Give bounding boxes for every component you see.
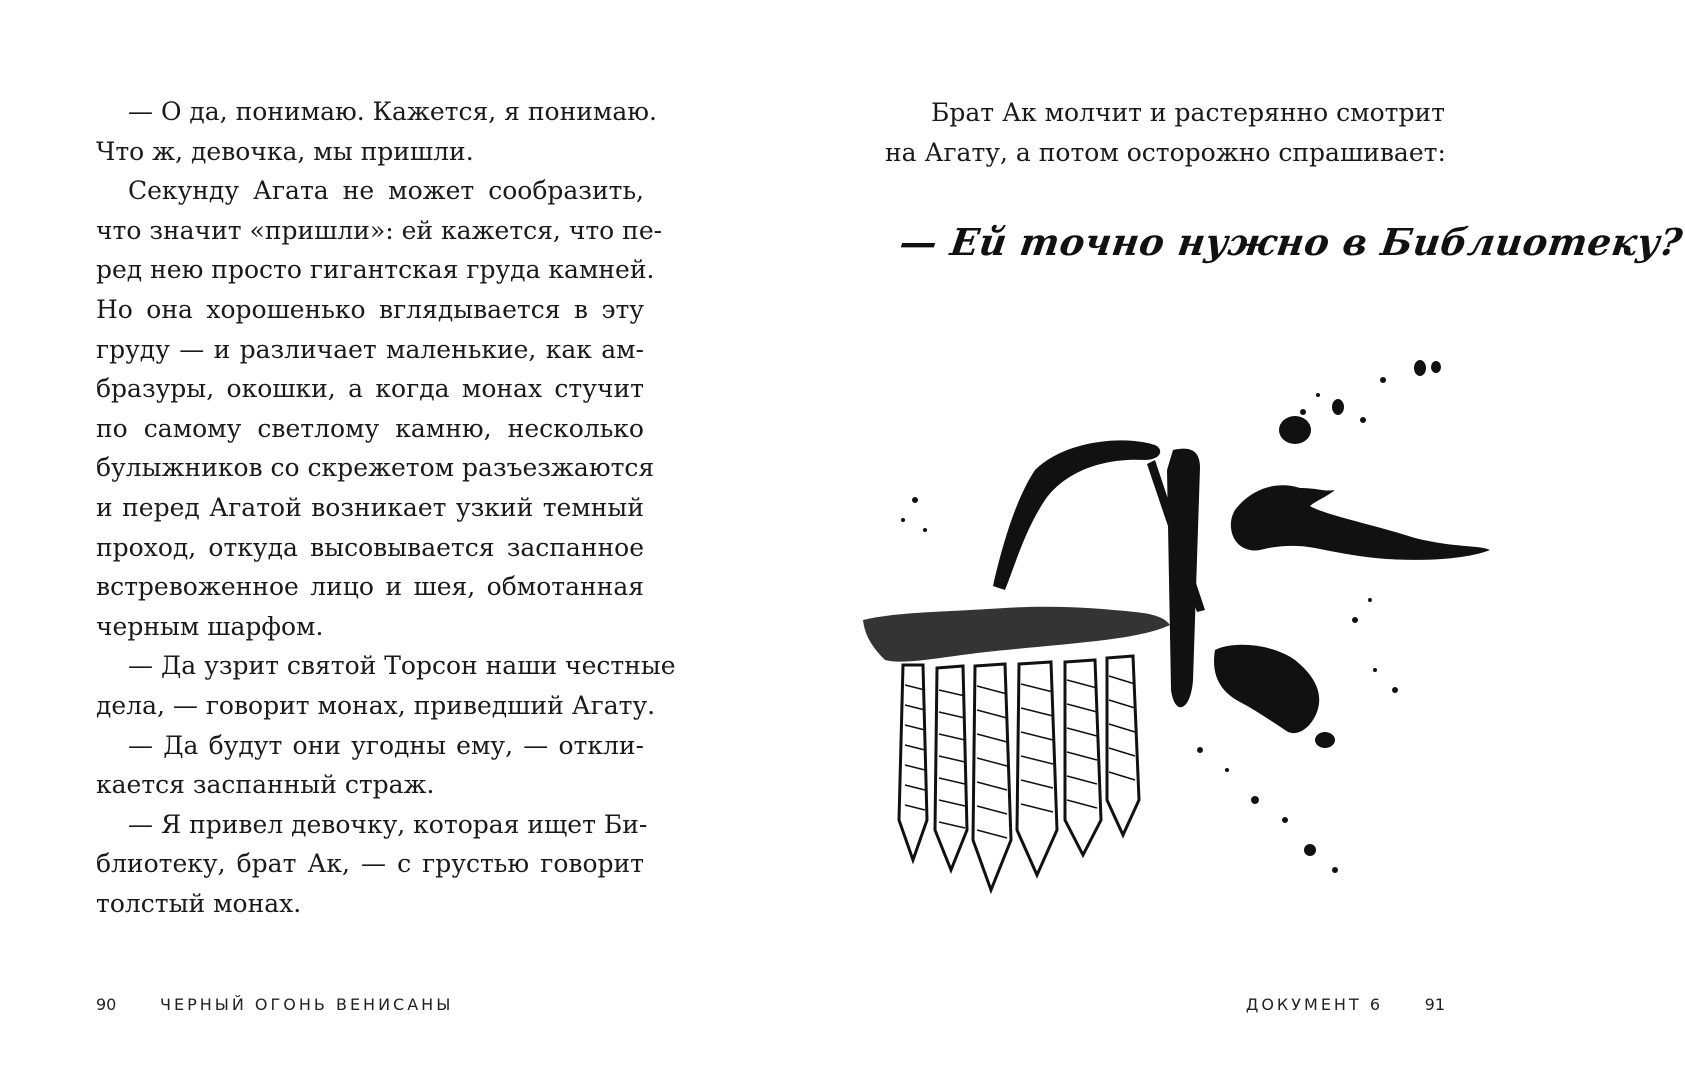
ink-drop (1316, 393, 1320, 397)
left-page (0, 0, 765, 1080)
tower-hatching (939, 690, 965, 828)
text-line: бразуры, окошки, а когда монах стучит (96, 374, 644, 404)
text-line: ред нею просто гигантская груда камней. (96, 255, 655, 285)
text-line: проход, откуда высовывается заспанное (96, 532, 644, 562)
tower (973, 664, 1011, 890)
handwritten-question: — Ей точно нужно в Библиотеку? (896, 220, 1685, 264)
tower (1065, 660, 1101, 855)
text-line: дела, — говорит монах, приведший Агату. (96, 690, 656, 720)
text-line: — Я привел девочку, которая ищет Би- (128, 809, 648, 839)
tower (935, 666, 967, 870)
tower-hatching (1109, 676, 1135, 780)
right-body-text (885, 93, 1445, 173)
ink-drop (901, 518, 905, 522)
ink-drop (1300, 409, 1306, 415)
ink-drop (1352, 617, 1358, 623)
text-line: встревоженное лицо и шея, обмотанная (96, 572, 644, 602)
text-line: булыжников со скрежетом разъезжаются (96, 453, 655, 483)
ink-drop (1332, 399, 1344, 415)
text-line: кается заспанный страж. (96, 770, 435, 800)
ink-drop (1304, 844, 1316, 856)
ink-drop (1380, 377, 1386, 383)
ink-blot (1279, 416, 1311, 444)
ink-platform (863, 607, 1170, 662)
ink-drop (912, 497, 918, 503)
tower (1107, 656, 1139, 835)
ink-drop (1251, 796, 1259, 804)
ink-drop (1332, 867, 1338, 873)
tower-hatching (1067, 680, 1097, 808)
text-line: — Да будут они угодны ему, — откли- (128, 730, 644, 760)
ink-arc-stroke (993, 440, 1160, 590)
text-line: на Агату, а потом осторожно спрашивает: (885, 138, 1446, 167)
ink-blot (1315, 732, 1335, 748)
ink-drop (1392, 687, 1398, 693)
tower-hatching (977, 686, 1007, 838)
text-line: блиотеку, брат Ак, — с грустью говорит (96, 849, 644, 879)
bird-silhouette (1231, 485, 1490, 560)
text-line: толстый монах. (96, 888, 302, 918)
page-number-left: 90 (96, 995, 117, 1014)
text-line: Что ж, девочка, мы пришли. (96, 136, 474, 166)
tower (1017, 662, 1057, 875)
ink-drop (1282, 817, 1288, 823)
left-body-text (96, 92, 676, 923)
text-line: черным шарфом. (96, 611, 324, 641)
text-line: Секунду Агата не может сообразить, (128, 176, 644, 206)
text-line: груду — и различает маленькие, как ам- (96, 334, 644, 364)
text-line: что значит «пришли»: ей кажется, что пе- (96, 215, 663, 245)
tower (899, 665, 927, 860)
ink-drop (1431, 361, 1441, 373)
ink-drop (923, 528, 927, 532)
text-line: Но она хорошенько вглядывается в эту (96, 294, 644, 324)
text-line: — Да узрит святой Торсон наши честные (128, 651, 676, 681)
text-line: по самому светлому камню, несколько (96, 413, 644, 443)
text-line: — О да, понимаю. Кажется, я понимаю. (128, 97, 657, 126)
page-number-right: 91 (1424, 995, 1445, 1014)
ink-drop (1373, 668, 1377, 672)
ink-drop (1197, 747, 1203, 753)
text-line: и перед Агатой возникает узкий темный (96, 492, 644, 522)
ink-drop (1368, 598, 1372, 602)
ink-illustration (855, 350, 1495, 910)
ink-drop (1360, 417, 1366, 423)
ink-vertical-stroke (1167, 449, 1200, 708)
tower-hatching (1021, 684, 1053, 812)
text-line: Брат Ак молчит и растерянно смотрит (931, 98, 1445, 127)
running-title-right: ДОКУМЕНТ 6 (1245, 995, 1383, 1014)
tower-hatching (905, 685, 925, 810)
ink-drop (1225, 768, 1229, 772)
running-title-left: ЧЕРНЫЙ ОГОНЬ ВЕНИСАНЫ (160, 995, 454, 1014)
ink-drop (1414, 360, 1426, 376)
ink-splash (1214, 645, 1319, 733)
